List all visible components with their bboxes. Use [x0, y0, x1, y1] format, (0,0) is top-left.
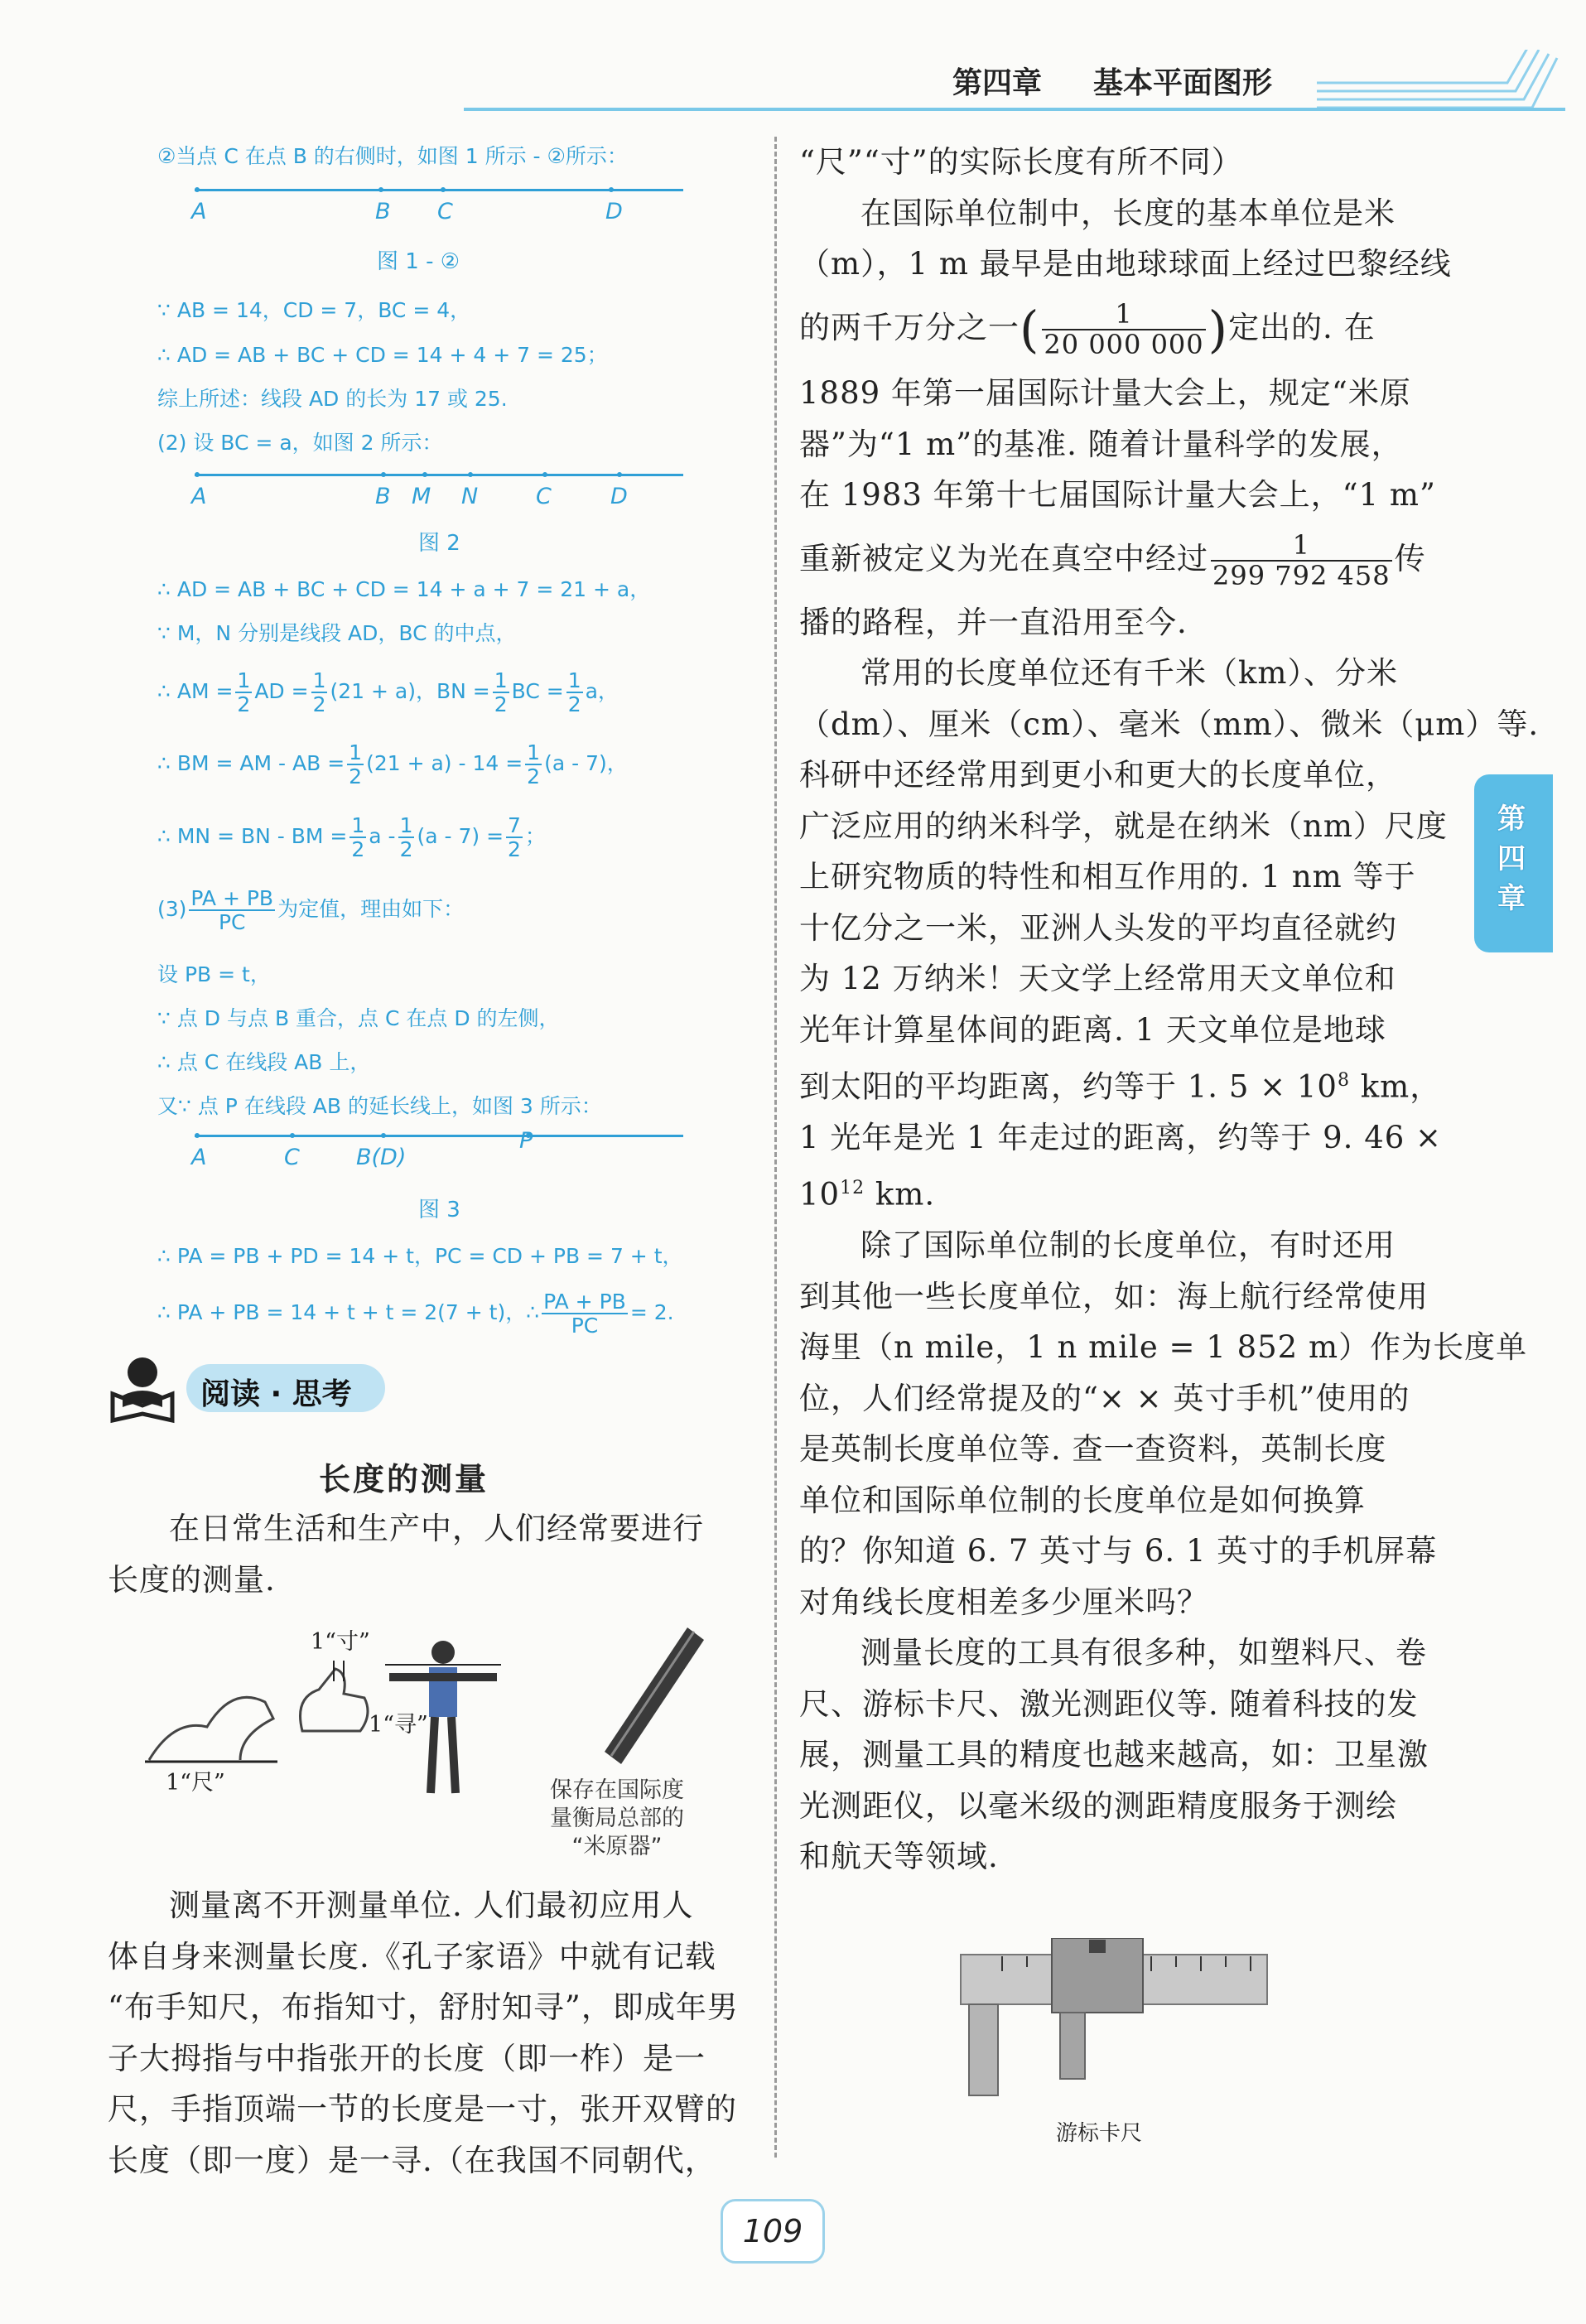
prototype-caption-line: “米原器” — [571, 1834, 663, 1859]
answer-line-7: ∵ M，N 分别是线段 AD，BC 的中点， — [157, 621, 517, 645]
figure-3 — [191, 1128, 683, 1176]
vernier-caliper-image — [952, 1938, 1275, 2112]
reading-intro — [108, 1503, 737, 1605]
text-line: $10^{12}$ km. — [799, 1176, 936, 1213]
reading-badge-text: 阅读 · 思考 — [200, 1377, 352, 1411]
text-line: 器”为“1 m”的基准. 随着计量科学的发展， — [799, 426, 1403, 462]
label-cun: 1“寸” — [311, 1629, 370, 1655]
text-line: 尺，手指顶端一节的长度是一寸，张开双臂的 — [108, 2091, 737, 2127]
answer-line-13: ∵ 点 D 与点 B 重合，点 C 在点 D 的左侧， — [157, 1006, 560, 1030]
text-line: “尺”“寸”的实际长度有所不同） — [799, 144, 1243, 180]
text-line: 光年计算星体间的距离. 1 天文单位是地球 — [799, 1011, 1386, 1048]
fig2-point — [542, 472, 547, 477]
fig2-point — [195, 472, 200, 477]
fig1-point — [195, 187, 200, 192]
fig2-point — [617, 472, 622, 477]
reading-title: 长度的测量 — [319, 1460, 489, 1497]
text-line: 长度（即一度）是一寻.（在我国不同朝代， — [108, 2142, 716, 2178]
fig2-point — [381, 472, 386, 477]
text-line: 测量长度的工具有很多种，如塑料尺、卷 — [860, 1635, 1427, 1671]
fig1-label: C — [437, 199, 453, 224]
fig2-label: N — [461, 484, 479, 509]
answer-line-4: 综上所述：线段 AD 的长为 17 或 25. — [157, 387, 508, 411]
fig2-label: A — [191, 484, 207, 509]
text-line: 1 光年是光 1 年走过的距离，约等于 9. 46 × — [799, 1119, 1443, 1155]
answer-line-15: 又∵ 点 P 在线段 AB 的延长线上，如图 3 所示： — [157, 1094, 602, 1118]
text-line: 子大拇指与中指张开的长度（即一柞）是一 — [108, 2040, 706, 2076]
reading-left-paragraph — [108, 1880, 745, 2186]
thumb-drawing — [286, 1656, 377, 1748]
fig3-label: C — [284, 1145, 300, 1170]
fig2-point — [422, 472, 427, 477]
meter-prototype-bar — [588, 1611, 712, 1777]
answer-line-11: (3) $\frac{PA + PB}{PC}$ 为定值，理由如下： — [157, 885, 465, 934]
figure-1 — [191, 189, 683, 230]
fig2-label: M — [412, 484, 431, 509]
figure-2 — [191, 474, 683, 515]
label-xun: 1“寻” — [369, 1712, 428, 1738]
text-line: 和航天等领域. — [799, 1839, 999, 1875]
fig1-point — [441, 187, 446, 192]
fig3-point — [381, 1133, 386, 1138]
text-line: 科研中还经常用到更小和更大的长度单位， — [799, 757, 1397, 793]
fig3-caption: 图 3 — [418, 1198, 460, 1222]
fig2-line — [195, 474, 683, 476]
text-line: 播的路程，并一直沿用至今. — [799, 604, 1188, 640]
fig2-label: B — [375, 484, 391, 509]
answer-line-14: ∴ 点 C 在线段 AB 上， — [157, 1050, 371, 1074]
answer-line-10: ∴ MN = BN - BM = $\frac{1}{2}$ a - $\frac{1}{2}$ (a - 7) = $\frac{7}{2}$ ； — [157, 812, 546, 861]
text-line: 常用的长度单位还有千米（km）、分米 — [860, 655, 1399, 691]
answer-line-5: (2) 设 BC = a，如图 2 所示： — [157, 431, 443, 455]
text-line: 海里（n mile，1 n mile = 1 852 m）作为长度单 — [799, 1329, 1528, 1366]
text-line: 到太阳的平均距离，约等于 1. $5 \times 10^8$ km， — [799, 1068, 1442, 1105]
text-line: 对角线长度相差多少厘米吗？ — [799, 1584, 1208, 1620]
text-line: （dm）、厘米（cm）、毫米（mm）、微米（μm）等. — [799, 706, 1540, 742]
answer-line-8: ∴ AM = $\frac{1}{2}$ AD = $\frac{1}{2}$ (21 + a)，BN = $\frac{1}{2}$ BC = $\frac{1}{2}$ a， — [157, 668, 619, 716]
page-number: 109 — [742, 2213, 803, 2249]
answer-line-17: ∴ PA + PB = 14 + t + t = 2(7 + t)，∴ $\frac{PA + PB}{PC}$ = 2. — [157, 1289, 674, 1338]
fig3-label: A — [191, 1145, 207, 1170]
fig2-label: C — [536, 484, 552, 509]
answer-line-12: 设 PB = t， — [157, 962, 271, 986]
text-line: 体自身来测量长度.《孔子家语》中就有记载 — [108, 1938, 716, 1974]
prototype-caption — [526, 1777, 708, 1861]
answer-line-16: ∴ PA = PB + PD = 14 + t，PC = CD + PB = 7 + t， — [157, 1244, 683, 1268]
fig1-point — [609, 187, 614, 192]
fig2-label: D — [610, 484, 628, 509]
text-line: （m），1 m 最早是由地球球面上经过巴黎经线 — [799, 246, 1452, 282]
text-line: 是英制长度单位等. 查一查资料，英制长度 — [799, 1431, 1387, 1468]
text-line: 测量离不开测量单位. 人们最初应用人 — [169, 1888, 694, 1923]
reading-intro-line: 在日常生活和生产中，人们经常要进行 — [169, 1511, 704, 1546]
text-line: 1889 年第一届国际计量大会上，规定“米原 — [799, 375, 1411, 411]
side-tab-label: 第四章 — [1497, 803, 1526, 915]
reading-intro-line: 长度的测量. — [108, 1561, 276, 1598]
column-divider — [774, 137, 777, 2158]
reader-icon — [108, 1354, 182, 1425]
text-line: 广泛应用的纳米科学，就是在纳米（nm）尺度 — [799, 808, 1448, 844]
chapter-label: 第四章 — [952, 66, 1043, 100]
fig3-line — [195, 1135, 683, 1137]
answer-line-1: ②当点 C 在点 B 的右侧时，如图 1 所示 - ②所示： — [157, 144, 628, 168]
page-number-box — [721, 2199, 825, 2264]
label-chi: 1“尺” — [166, 1770, 225, 1796]
text-line: 除了国际单位制的长度单位，有时还用 — [860, 1227, 1396, 1264]
text-line: “布手知尺，布指知寸，舒肘知寻”，即成年男 — [108, 1989, 739, 2025]
answer-line-9: ∴ BM = AM - AB = $\frac{1}{2}$ (21 + a) - 14 = $\frac{1}{2}$ (a - 7)， — [157, 740, 628, 788]
fig2-caption: 图 2 — [418, 531, 460, 556]
text-line: 尺、游标卡尺、激光测距仪等. 随着科技的发 — [799, 1685, 1419, 1722]
header — [0, 0, 1586, 124]
answer-line-2: ∵ AB = 14，CD = 7，BC = 4， — [157, 298, 471, 322]
prototype-caption-line: 量衡局总部的 — [550, 1806, 684, 1831]
text-line: 位，人们经常提及的“× × 英寸手机”使用的 — [799, 1380, 1410, 1416]
reading-badge — [108, 1354, 389, 1420]
text-line: 光测距仪，以毫米级的测距精度服务于测绘 — [799, 1787, 1397, 1824]
fig1-caption: 图 1 - ② — [377, 249, 460, 274]
text-line: 在 1983 年第十七届国际计量大会上，“1 m” — [799, 477, 1436, 513]
text-line: 展，测量工具的精度也越来越高，如：卫星激 — [799, 1737, 1429, 1773]
text-line-with-fraction: 重新被定义为光在真空中经过 $\frac{1}{299 792 458}$ 传 — [799, 528, 1426, 591]
header-rule — [464, 108, 1565, 111]
fig3-label: B(D) — [356, 1145, 407, 1170]
fig1-label: D — [605, 199, 623, 224]
measurement-illustration — [141, 1611, 721, 1868]
text-line: 单位和国际单位制的长度单位是如何换算 — [799, 1482, 1366, 1518]
text-line: 上研究物质的特性和相互作用的. 1 nm 等于 — [799, 859, 1416, 894]
fig3-label: P — [519, 1128, 533, 1154]
fig1-point — [378, 187, 383, 192]
header-stripes-decoration — [1317, 50, 1565, 116]
fig3-point — [290, 1133, 295, 1138]
chapter-side-tab[interactable] — [1474, 774, 1553, 952]
fig1-label: A — [191, 199, 207, 224]
text-line: 为 12 万纳米！天文学上经常用天文单位和 — [799, 961, 1396, 996]
text-line: 到其他一些长度单位，如：海上航行经常使用 — [799, 1278, 1429, 1314]
answer-line-3: ∴ AD = AB + BC + CD = 14 + 4 + 7 = 25； — [157, 343, 608, 367]
fig2-point — [468, 472, 473, 477]
fig1-label: B — [375, 199, 391, 224]
caliper-caption: 游标卡尺 — [1056, 2121, 1143, 2146]
prototype-caption-line: 保存在国际度 — [550, 1777, 684, 1803]
chapter-title: 基本平面图形 — [1093, 66, 1273, 100]
text-line-with-fraction: 的两千万分之一( $\frac{1}{20 000 000}$ )定出的. 在 — [799, 297, 1376, 360]
text-line: 十亿分之一米，亚洲人头发的平均直径就约 — [799, 909, 1397, 946]
fig3-point — [195, 1133, 200, 1138]
text-line: 在国际单位制中，长度的基本单位是米 — [860, 195, 1396, 231]
text-line: 的？你知道 6. 7 英寸与 6. 1 英寸的手机屏幕 — [799, 1533, 1438, 1569]
answer-line-6: ∴ AD = AB + BC + CD = 14 + a + 7 = 21 + a， — [157, 577, 651, 601]
